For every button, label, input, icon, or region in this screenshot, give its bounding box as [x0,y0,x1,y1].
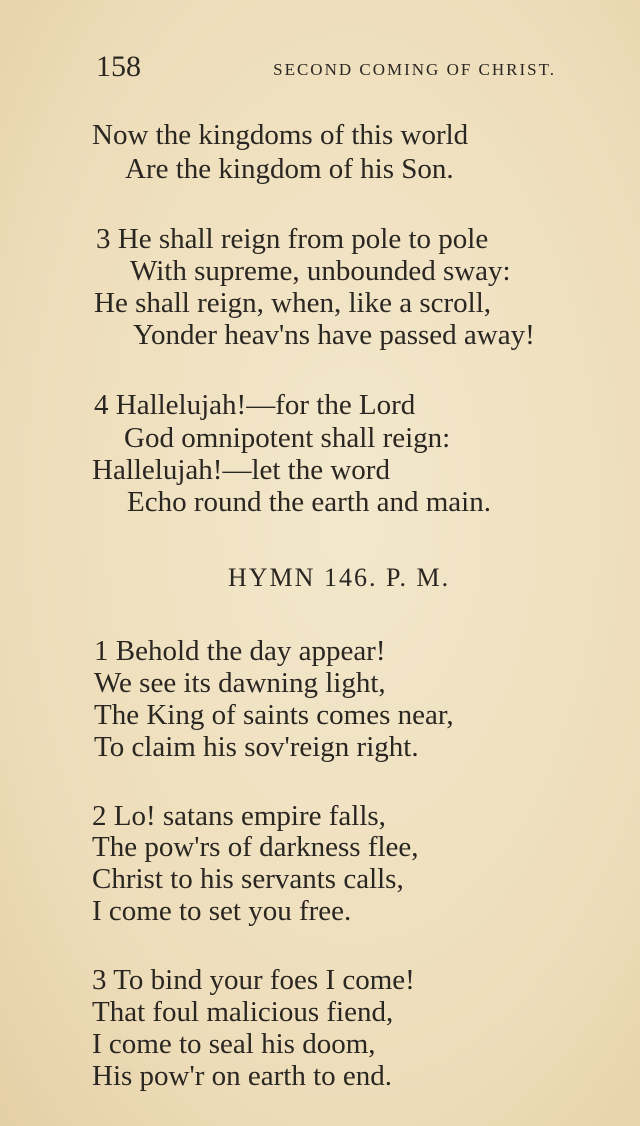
page-header [96,50,556,86]
verse-line: 3 He shall reign from pole to pole [96,223,489,255]
verse-line: Yonder heav'ns have passed away! [133,319,535,351]
verse-line: Echo round the earth and main. [127,486,491,518]
verse-line: The King of saints comes near, [94,699,454,731]
verse-line: 4 Hallelujah!—for the Lord [94,389,416,421]
verse-line: I come to set you free. [92,895,352,927]
verse-line: That foul malicious fiend, [92,996,394,1028]
verse-line: Christ to his servants calls, [92,863,404,895]
verse-line: To claim his sov'reign right. [94,731,419,763]
hymn-title: HYMN 146. P. M. [228,563,451,592]
verse-line: We see its dawning light, [94,667,386,699]
verse-line: 3 To bind your foes I come! [92,964,415,996]
verse-line: 1 Behold the day appear! [94,635,386,667]
verse-line: Are the kingdom of his Son. [125,153,454,185]
verse-line: I come to seal his doom, [92,1028,376,1060]
verse-line: 2 Lo! satans empire falls, [92,800,386,832]
verse-line: His pow'r on earth to end. [92,1060,392,1092]
verse-line: Now the kingdoms of this world [92,119,469,151]
running-title: SECOND COMING OF CHRIST. [273,60,556,79]
verse-line: God omnipotent shall reign: [124,422,451,454]
verse-line: Hallelujah!—let the word [92,454,390,486]
verse-line: With supreme, unbounded sway: [130,255,511,287]
page-number: 158 [96,50,141,83]
verse-line: He shall reign, when, like a scroll, [94,287,492,319]
verse-line: The pow'rs of darkness flee, [92,831,419,863]
